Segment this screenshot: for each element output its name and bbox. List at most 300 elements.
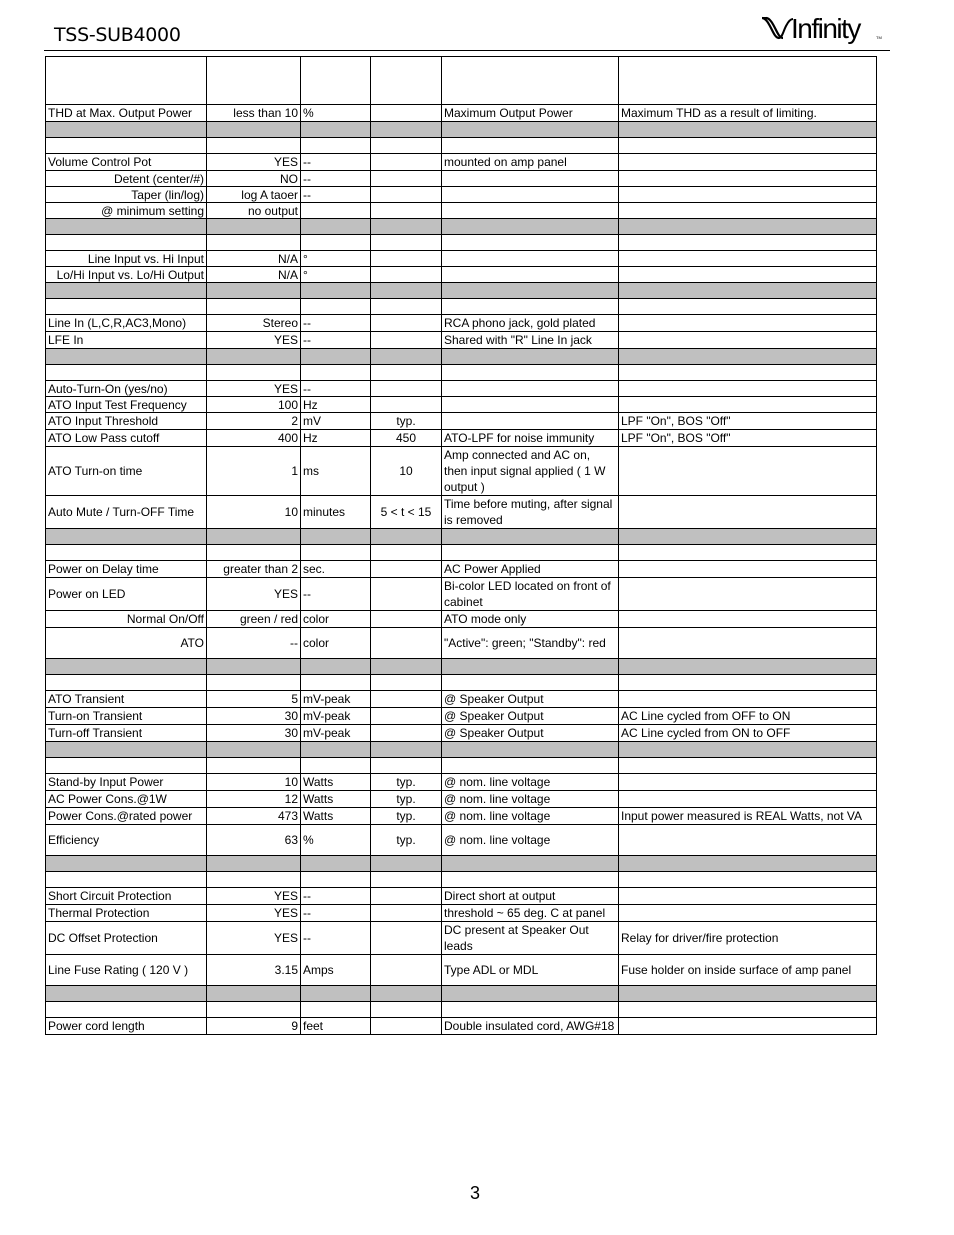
table-cell: [619, 299, 877, 315]
table-row: [46, 57, 877, 105]
table-cell: [619, 888, 877, 905]
table-cell: [46, 545, 207, 561]
table-row: [46, 825, 877, 856]
table-cell: [442, 203, 619, 219]
table-row: [46, 675, 877, 691]
table-cell: [619, 203, 877, 219]
table-cell: [371, 659, 442, 675]
table-cell: [442, 349, 619, 365]
table-cell: [442, 57, 619, 105]
table-cell: [46, 675, 207, 691]
table-cell: [442, 138, 619, 154]
table-cell: [207, 283, 301, 299]
table-cell: [371, 675, 442, 691]
table-cell: [46, 235, 207, 251]
table-cell: Maximum Output Power: [442, 105, 619, 122]
table-cell: Stand-by Input Power: [46, 774, 207, 791]
table-cell: Short Circuit Protection: [46, 888, 207, 905]
table-cell: [619, 315, 877, 332]
table-cell: 12: [207, 791, 301, 808]
table-cell: [46, 742, 207, 758]
table-cell: --: [301, 154, 371, 171]
table-cell: [371, 251, 442, 267]
table-cell: 450: [371, 430, 442, 447]
table-cell: Relay for driver/fire protection: [619, 922, 877, 955]
table-row: [46, 545, 877, 561]
table-row: [46, 430, 877, 447]
table-cell: ms: [301, 447, 371, 496]
table-cell: [442, 267, 619, 283]
table-cell: [371, 267, 442, 283]
table-cell: [301, 659, 371, 675]
table-cell: greater than 2: [207, 561, 301, 578]
table-cell: [207, 1002, 301, 1018]
infinity-logo-mark-icon: [760, 14, 794, 42]
table-row: [46, 187, 877, 203]
table-cell: [371, 365, 442, 381]
table-cell: [207, 122, 301, 138]
table-cell: [301, 203, 371, 219]
table-cell: [371, 922, 442, 955]
table-cell: ATO-LPF for noise immunity: [442, 430, 619, 447]
table-row: [46, 267, 877, 283]
table-cell: [371, 1002, 442, 1018]
trademark-mark: TM: [876, 35, 882, 40]
table-cell: NO: [207, 171, 301, 187]
table-cell: [371, 1018, 442, 1035]
table-cell: [46, 758, 207, 774]
table-cell: [619, 872, 877, 888]
table-cell: [371, 235, 442, 251]
table-row: [46, 381, 877, 397]
table-cell: [371, 725, 442, 742]
table-cell: typ.: [371, 774, 442, 791]
table-cell: [207, 219, 301, 235]
table-cell: Auto Mute / Turn-OFF Time: [46, 496, 207, 529]
table-cell: Power on LED: [46, 578, 207, 611]
table-cell: 30: [207, 725, 301, 742]
table-cell: 10: [207, 496, 301, 529]
table-cell: [619, 578, 877, 611]
table-cell: [207, 299, 301, 315]
table-cell: [207, 986, 301, 1002]
table-cell: [619, 138, 877, 154]
table-row: [46, 742, 877, 758]
table-cell: green / red: [207, 611, 301, 628]
table-cell: Detent (center/#): [46, 171, 207, 187]
table-cell: 5 < t < 15: [371, 496, 442, 529]
table-cell: [442, 171, 619, 187]
table-cell: [619, 447, 877, 496]
table-cell: [301, 1002, 371, 1018]
table-cell: [371, 315, 442, 332]
table-cell: [207, 529, 301, 545]
table-cell: [442, 219, 619, 235]
table-cell: [301, 365, 371, 381]
table-cell: [619, 791, 877, 808]
table-cell: [207, 349, 301, 365]
table-cell: minutes: [301, 496, 371, 529]
table-cell: [619, 659, 877, 675]
infinity-logo: [760, 10, 884, 44]
table-cell: Taper (lin/log): [46, 187, 207, 203]
table-row: [46, 283, 877, 299]
table-cell: @ nom. line voltage: [442, 825, 619, 856]
table-cell: 100: [207, 397, 301, 413]
table-cell: [371, 381, 442, 397]
table-cell: [371, 138, 442, 154]
table-cell: Maximum THD as a result of limiting.: [619, 105, 877, 122]
page-number: 3: [470, 1183, 481, 1203]
table-cell: Watts: [301, 791, 371, 808]
table-cell: [619, 774, 877, 791]
table-cell: Stereo: [207, 315, 301, 332]
table-cell: [442, 235, 619, 251]
table-cell: 473: [207, 808, 301, 825]
table-row: [46, 774, 877, 791]
table-cell: @ nom. line voltage: [442, 808, 619, 825]
table-cell: [301, 872, 371, 888]
table-row: [46, 251, 877, 267]
table-row: [46, 413, 877, 430]
table-cell: mV-peak: [301, 691, 371, 708]
table-cell: [371, 888, 442, 905]
table-cell: [619, 1018, 877, 1035]
table-row: [46, 332, 877, 349]
table-row: [46, 725, 877, 742]
table-cell: ATO Transient: [46, 691, 207, 708]
table-row: [46, 808, 877, 825]
table-cell: N/A: [207, 267, 301, 283]
table-cell: [619, 122, 877, 138]
table-cell: [46, 219, 207, 235]
table-row: [46, 447, 877, 496]
table-cell: [619, 905, 877, 922]
table-cell: log A taoer: [207, 187, 301, 203]
table-cell: [442, 986, 619, 1002]
table-cell: --: [301, 578, 371, 611]
table-row: [46, 315, 877, 332]
table-row: [46, 365, 877, 381]
table-cell: YES: [207, 578, 301, 611]
table-cell: DC Offset Protection: [46, 922, 207, 955]
table-cell: [442, 122, 619, 138]
table-cell: %: [301, 825, 371, 856]
table-cell: 63: [207, 825, 301, 856]
table-cell: [46, 365, 207, 381]
table-cell: --: [301, 315, 371, 332]
table-cell: [442, 1002, 619, 1018]
table-cell: [371, 397, 442, 413]
table-cell: YES: [207, 922, 301, 955]
table-cell: °: [301, 251, 371, 267]
table-cell: [442, 381, 619, 397]
table-cell: Shared with "R" Line In jack: [442, 332, 619, 349]
table-cell: less than 10: [207, 105, 301, 122]
table-cell: Thermal Protection: [46, 905, 207, 922]
table-cell: @ nom. line voltage: [442, 774, 619, 791]
table-cell: [46, 986, 207, 1002]
table-cell: @ nom. line voltage: [442, 791, 619, 808]
table-cell: Turn-on Transient: [46, 708, 207, 725]
table-cell: [442, 365, 619, 381]
table-cell: AC Power Applied: [442, 561, 619, 578]
table-cell: YES: [207, 154, 301, 171]
table-cell: DC present at Speaker Out leads: [442, 922, 619, 955]
table-cell: [301, 349, 371, 365]
table-cell: [442, 758, 619, 774]
table-cell: [46, 1002, 207, 1018]
table-cell: [301, 138, 371, 154]
table-cell: ATO mode only: [442, 611, 619, 628]
table-cell: typ.: [371, 413, 442, 430]
table-cell: Volume Control Pot: [46, 154, 207, 171]
table-cell: [301, 235, 371, 251]
table-cell: --: [301, 187, 371, 203]
table-cell: [301, 545, 371, 561]
table-row: [46, 905, 877, 922]
table-cell: [619, 742, 877, 758]
table-cell: [46, 283, 207, 299]
table-cell: typ.: [371, 808, 442, 825]
table-cell: [371, 955, 442, 986]
table-row: [46, 349, 877, 365]
table-cell: THD at Max. Output Power: [46, 105, 207, 122]
table-cell: [46, 872, 207, 888]
table-row: [46, 397, 877, 413]
table-cell: [619, 332, 877, 349]
table-cell: %: [301, 105, 371, 122]
table-cell: [619, 496, 877, 529]
table-row: [46, 1018, 877, 1035]
table-cell: LPF "On", BOS "Off": [619, 413, 877, 430]
table-cell: [619, 171, 877, 187]
table-row: [46, 496, 877, 529]
table-cell: @ minimum setting: [46, 203, 207, 219]
table-cell: --: [301, 381, 371, 397]
table-row: [46, 171, 877, 187]
table-cell: [301, 675, 371, 691]
table-cell: [46, 122, 207, 138]
table-cell: [442, 675, 619, 691]
table-row: [46, 691, 877, 708]
table-cell: [619, 856, 877, 872]
table-cell: [371, 283, 442, 299]
table-cell: [301, 758, 371, 774]
table-cell: [371, 628, 442, 659]
table-cell: [619, 283, 877, 299]
table-cell: [442, 872, 619, 888]
table-cell: ATO Turn-on time: [46, 447, 207, 496]
table-cell: @ Speaker Output: [442, 708, 619, 725]
table-cell: [371, 219, 442, 235]
table-cell: [371, 742, 442, 758]
table-cell: [207, 758, 301, 774]
table-row: [46, 235, 877, 251]
table-cell: [619, 529, 877, 545]
table-cell: [371, 578, 442, 611]
table-cell: [442, 283, 619, 299]
table-cell: [301, 529, 371, 545]
table-cell: [619, 675, 877, 691]
table-cell: Hz: [301, 397, 371, 413]
table-cell: [207, 856, 301, 872]
table-cell: [442, 545, 619, 561]
table-row: [46, 203, 877, 219]
table-cell: [46, 138, 207, 154]
table-cell: Power cord length: [46, 1018, 207, 1035]
table-cell: typ.: [371, 791, 442, 808]
table-cell: Line In (L,C,R,AC3,Mono): [46, 315, 207, 332]
table-cell: [619, 691, 877, 708]
table-cell: [207, 235, 301, 251]
table-cell: [619, 187, 877, 203]
table-cell: --: [301, 888, 371, 905]
table-cell: [442, 742, 619, 758]
table-row: [46, 758, 877, 774]
table-cell: color: [301, 611, 371, 628]
table-cell: [207, 138, 301, 154]
table-cell: [619, 349, 877, 365]
table-cell: mV-peak: [301, 708, 371, 725]
table-cell: [46, 529, 207, 545]
table-cell: [619, 397, 877, 413]
table-cell: [371, 299, 442, 315]
table-cell: [442, 659, 619, 675]
table-cell: ATO Input Test Frequency: [46, 397, 207, 413]
table-row: [46, 791, 877, 808]
table-cell: [371, 349, 442, 365]
table-cell: threshold ~ 65 deg. C at panel: [442, 905, 619, 922]
table-row: [46, 138, 877, 154]
table-row: [46, 659, 877, 675]
table-cell: [371, 105, 442, 122]
table-cell: [371, 545, 442, 561]
table-cell: [619, 365, 877, 381]
table-cell: [442, 187, 619, 203]
table-cell: [301, 122, 371, 138]
table-cell: 1: [207, 447, 301, 496]
table-cell: [301, 742, 371, 758]
table-cell: [619, 611, 877, 628]
table-cell: Turn-off Transient: [46, 725, 207, 742]
table-cell: mV: [301, 413, 371, 430]
table-cell: [371, 332, 442, 349]
table-cell: [301, 57, 371, 105]
table-cell: [619, 986, 877, 1002]
table-cell: mV-peak: [301, 725, 371, 742]
table-cell: [371, 905, 442, 922]
table-cell: RCA phono jack, gold plated: [442, 315, 619, 332]
table-cell: ATO Input Threshold: [46, 413, 207, 430]
table-cell: [301, 856, 371, 872]
table-cell: [619, 235, 877, 251]
table-cell: Auto-Turn-On (yes/no): [46, 381, 207, 397]
table-cell: sec.: [301, 561, 371, 578]
table-row: [46, 955, 877, 986]
table-row: [46, 529, 877, 545]
table-cell: --: [301, 332, 371, 349]
table-cell: "Active": green; "Standby": red: [442, 628, 619, 659]
table-cell: feet: [301, 1018, 371, 1035]
table-cell: [371, 187, 442, 203]
table-cell: Amp connected and AC on, then input signal applied ( 1 W output ): [442, 447, 619, 496]
table-cell: N/A: [207, 251, 301, 267]
table-row: [46, 1002, 877, 1018]
infinity-logo-text: Infinity: [791, 13, 860, 44]
table-cell: [371, 57, 442, 105]
table-cell: [442, 413, 619, 430]
table-cell: typ.: [371, 825, 442, 856]
table-cell: @ Speaker Output: [442, 725, 619, 742]
table-cell: Power Cons.@rated power: [46, 808, 207, 825]
table-row: [46, 872, 877, 888]
table-cell: 5: [207, 691, 301, 708]
table-cell: @ Speaker Output: [442, 691, 619, 708]
table-cell: Watts: [301, 808, 371, 825]
table-row: [46, 888, 877, 905]
table-cell: [46, 349, 207, 365]
table-cell: --: [301, 922, 371, 955]
table-row: [46, 611, 877, 628]
table-cell: [207, 872, 301, 888]
table-cell: Time before muting, after signal is removed: [442, 496, 619, 529]
table-row: [46, 578, 877, 611]
table-cell: Line Input vs. Hi Input: [46, 251, 207, 267]
table-cell: [442, 856, 619, 872]
table-cell: [442, 299, 619, 315]
table-cell: [619, 628, 877, 659]
table-cell: [371, 708, 442, 725]
table-cell: Bi-color LED located on front of cabinet: [442, 578, 619, 611]
table-cell: [619, 381, 877, 397]
table-cell: [46, 659, 207, 675]
table-cell: 30: [207, 708, 301, 725]
table-cell: [619, 57, 877, 105]
table-cell: ATO Low Pass cutoff: [46, 430, 207, 447]
table-cell: [207, 742, 301, 758]
table-cell: 9: [207, 1018, 301, 1035]
table-row: [46, 922, 877, 955]
table-cell: [619, 1002, 877, 1018]
table-cell: LPF "On", BOS "Off": [619, 430, 877, 447]
table-row: [46, 154, 877, 171]
table-cell: [301, 986, 371, 1002]
table-row: [46, 986, 877, 1002]
table-row: [46, 219, 877, 235]
table-cell: YES: [207, 905, 301, 922]
header-rule: [44, 50, 890, 51]
table-cell: [371, 203, 442, 219]
table-cell: Line Fuse Rating ( 120 V ): [46, 955, 207, 986]
table-cell: Hz: [301, 430, 371, 447]
table-cell: [619, 267, 877, 283]
table-cell: [442, 251, 619, 267]
table-cell: Normal On/Off: [46, 611, 207, 628]
table-cell: 10: [371, 447, 442, 496]
table-cell: [619, 251, 877, 267]
table-cell: [371, 691, 442, 708]
table-row: [46, 561, 877, 578]
table-cell: 10: [207, 774, 301, 791]
table-cell: [207, 57, 301, 105]
table-cell: --: [301, 171, 371, 187]
table-cell: [46, 299, 207, 315]
table-cell: YES: [207, 332, 301, 349]
table-row: [46, 299, 877, 315]
table-cell: [371, 986, 442, 1002]
table-cell: --: [301, 905, 371, 922]
